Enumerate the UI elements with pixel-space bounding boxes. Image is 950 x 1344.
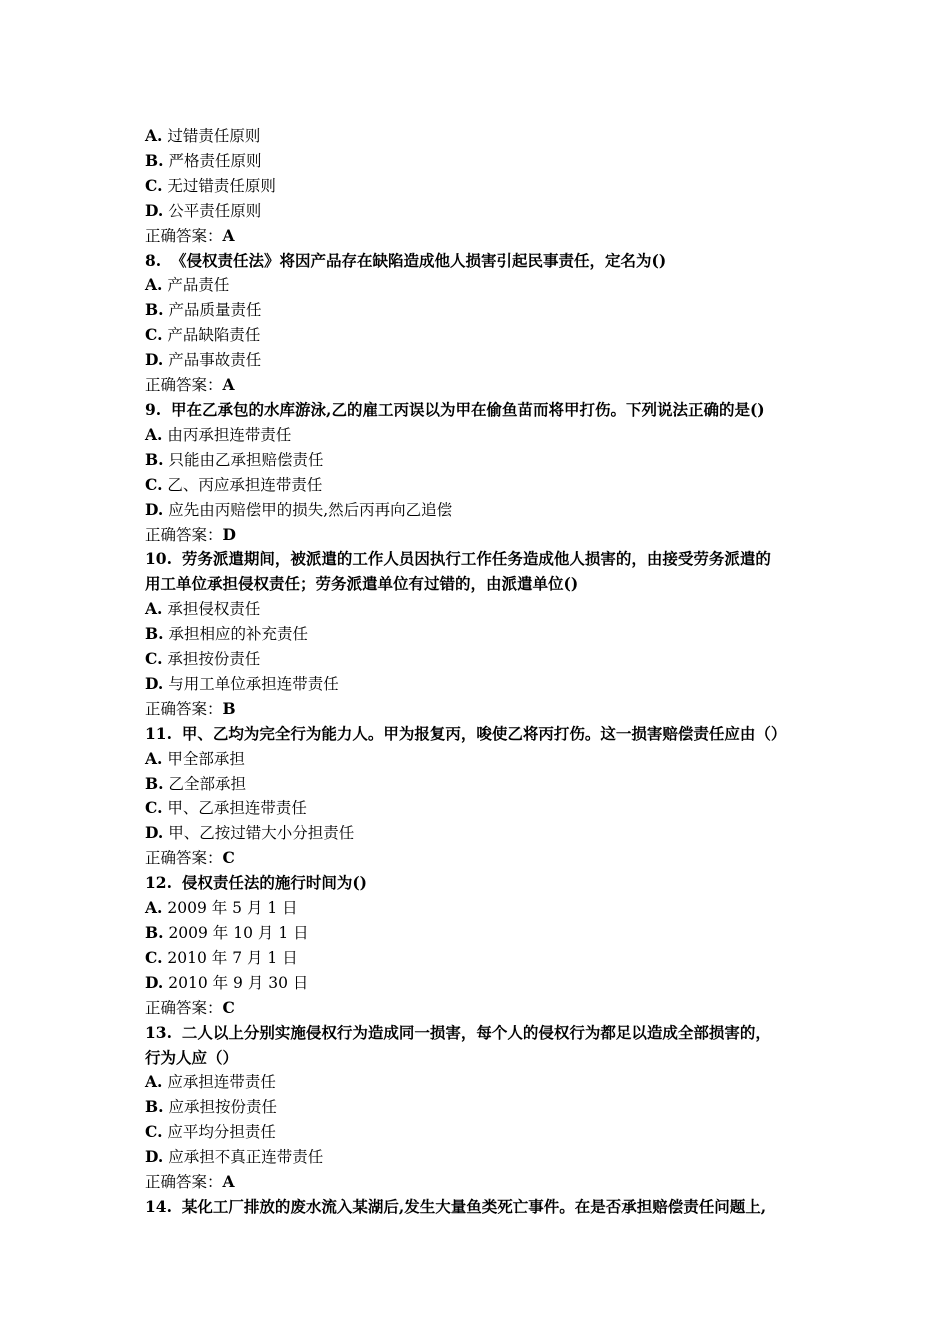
question-stem-line <box>145 398 825 423</box>
option-label: C. <box>145 1122 163 1142</box>
option-line <box>145 273 825 298</box>
option-line <box>145 672 825 697</box>
option-line <box>145 473 825 498</box>
question-number: 8. <box>145 250 162 270</box>
option-label: B. <box>145 1097 164 1117</box>
option-label: A. <box>145 424 163 444</box>
option-label: B. <box>145 300 164 320</box>
answer-label: 正确答案： <box>145 699 223 718</box>
option-line <box>145 1145 825 1170</box>
option-text: 甲、乙按过错大小分担责任 <box>168 824 355 843</box>
option-text: 应承担不真正连带责任 <box>168 1148 324 1167</box>
option-label: A. <box>145 126 163 145</box>
option-text: 产品事故责任 <box>168 351 262 370</box>
question-number: 14. <box>145 1196 172 1216</box>
question-text: 甲、乙均为完全行为能力人。甲为报复丙，唆使乙将丙打伤。这一损害赔偿责任应由（） <box>181 723 787 743</box>
option-line <box>145 124 825 149</box>
option-line <box>145 323 825 348</box>
option-text: 承担相应的补充责任 <box>168 625 308 644</box>
option-line <box>145 946 825 971</box>
question-stem-line <box>145 722 825 747</box>
option-text: 公平责任原则 <box>168 201 262 220</box>
option-line <box>145 747 825 772</box>
question-stem-line <box>145 547 825 572</box>
question-block <box>145 1021 825 1195</box>
option-text: 乙、丙应承担连带责任 <box>167 475 323 494</box>
question-block <box>145 547 825 721</box>
question-stem-line <box>145 1046 825 1071</box>
option-text: 乙全部承担 <box>168 774 246 793</box>
question-block <box>145 871 825 1020</box>
question-text: 劳务派遣期间，被派遣的工作人员因执行工作任务造成他人损害的，由接受劳务派遣的 <box>181 549 771 569</box>
option-label: A. <box>145 748 163 768</box>
question-text: 行为人应（） <box>145 1047 239 1067</box>
option-text: 2009 年 5 月 1 日 <box>167 899 298 918</box>
answer-line <box>145 996 825 1021</box>
question-block <box>145 249 825 398</box>
option-label: C. <box>145 175 163 195</box>
answer-value: A <box>222 1172 235 1192</box>
option-text: 产品缺陷责任 <box>167 326 261 345</box>
option-text: 产品质量责任 <box>168 301 262 320</box>
option-line <box>145 1120 825 1145</box>
option-line <box>145 796 825 821</box>
answer-label: 正确答案： <box>145 376 223 395</box>
question-number: 10. <box>145 549 172 569</box>
option-label: B. <box>145 449 164 469</box>
option-label: A. <box>145 898 163 918</box>
option-label: D. <box>145 823 164 843</box>
question-number: 12. <box>145 873 172 893</box>
answer-line <box>145 846 825 871</box>
option-text: 产品责任 <box>167 276 230 295</box>
leading-options <box>145 124 825 249</box>
option-label: D. <box>145 499 164 519</box>
question-stem-line <box>145 572 825 597</box>
option-line <box>145 448 825 473</box>
question-number: 9. <box>145 399 162 419</box>
answer-value: A <box>222 225 235 245</box>
option-label: C. <box>145 649 163 669</box>
option-text: 严格责任原则 <box>168 151 262 170</box>
question-block <box>145 1195 825 1220</box>
option-text: 应承担按份责任 <box>168 1098 277 1117</box>
question-stem-line <box>145 1195 825 1220</box>
question-text: 甲在乙承包的水库游泳,乙的雇工丙误以为甲在偷鱼苗而将甲打伤。下列说法正确的是() <box>171 399 765 419</box>
option-label: C. <box>145 474 163 494</box>
option-label: B. <box>145 923 164 942</box>
option-text: 2010 年 9 月 30 日 <box>168 973 309 992</box>
answer-label: 正确答案： <box>145 525 223 544</box>
option-line <box>145 498 825 523</box>
option-label: C. <box>145 947 163 967</box>
question-number: 13. <box>145 1022 172 1042</box>
document-page <box>145 124 825 1220</box>
option-text: 与用工单位承担连带责任 <box>168 674 339 693</box>
answer-value: C <box>222 848 235 868</box>
answer-line <box>145 523 825 548</box>
option-label: D. <box>145 972 164 992</box>
question-stem-line <box>145 1021 825 1046</box>
option-label: A. <box>145 599 163 619</box>
option-line <box>145 896 825 921</box>
answer-label: 正确答案： <box>145 849 223 868</box>
answer-label: 正确答案： <box>145 998 223 1017</box>
option-label: B. <box>145 624 164 644</box>
option-line <box>145 1070 825 1095</box>
question-text: 用工单位承担侵权责任；劳务派遣单位有过错的，由派遣单位() <box>145 574 579 594</box>
answer-line <box>145 224 825 249</box>
option-text: 承担按份责任 <box>167 650 261 669</box>
option-text: 只能由乙承担赔偿责任 <box>168 450 324 469</box>
option-text: 应先由丙赔偿甲的损失,然后丙再向乙追偿 <box>168 500 453 519</box>
question-number: 11. <box>145 723 172 743</box>
answer-value: C <box>222 997 235 1017</box>
option-line <box>145 772 825 797</box>
answer-label: 正确答案： <box>145 1173 223 1192</box>
option-label: D. <box>145 1147 164 1167</box>
answer-line <box>145 373 825 398</box>
question-stem-line <box>145 249 825 274</box>
option-label: A. <box>145 275 163 295</box>
question-text: 某化工厂排放的废水流入某湖后,发生大量鱼类死亡事件。在是否承担赔偿责任问题上, <box>181 1196 767 1216</box>
option-line <box>145 174 825 199</box>
option-label: D. <box>145 200 164 220</box>
question-text: 二人以上分别实施侵权行为造成同一损害，每个人的侵权行为都足以造成全部损害的， <box>181 1022 771 1042</box>
option-label: C. <box>145 798 163 818</box>
option-line <box>145 622 825 647</box>
answer-line <box>145 1170 825 1195</box>
option-text: 过错责任原则 <box>167 127 261 145</box>
option-line <box>145 149 825 174</box>
question-list <box>145 249 825 1220</box>
question-block <box>145 722 825 871</box>
option-text: 甲全部承担 <box>167 749 245 768</box>
answer-value: A <box>222 375 235 395</box>
question-text: 侵权责任法的施行时间为() <box>181 873 367 893</box>
option-line <box>145 423 825 448</box>
option-line <box>145 921 825 946</box>
question-block <box>145 398 825 547</box>
option-label: D. <box>145 350 164 370</box>
option-text: 应平均分担责任 <box>167 1123 276 1142</box>
option-line <box>145 1095 825 1120</box>
option-line <box>145 298 825 323</box>
option-label: B. <box>145 150 164 170</box>
option-text: 无过错责任原则 <box>167 176 276 195</box>
option-line <box>145 821 825 846</box>
option-line <box>145 199 825 224</box>
option-label: B. <box>145 773 164 793</box>
question-stem-line <box>145 871 825 896</box>
option-label: A. <box>145 1072 163 1092</box>
option-text: 2010 年 7 月 1 日 <box>167 948 298 967</box>
option-line <box>145 647 825 672</box>
option-label: D. <box>145 673 164 693</box>
question-text: 《侵权责任法》将因产品存在缺陷造成他人损害引起民事责任，定名为() <box>171 250 667 270</box>
option-text: 由丙承担连带责任 <box>167 425 292 444</box>
option-label: C. <box>145 325 163 345</box>
answer-label: 正确答案： <box>145 226 223 245</box>
option-line <box>145 597 825 622</box>
answer-line <box>145 697 825 722</box>
answer-value: B <box>222 698 236 718</box>
option-text: 应承担连带责任 <box>167 1073 276 1092</box>
option-text: 承担侵权责任 <box>167 600 261 619</box>
option-line <box>145 971 825 996</box>
option-line <box>145 348 825 373</box>
answer-value: D <box>222 524 236 544</box>
option-text: 甲、乙承担连带责任 <box>167 799 307 818</box>
option-text: 2009 年 10 月 1 日 <box>168 924 309 942</box>
